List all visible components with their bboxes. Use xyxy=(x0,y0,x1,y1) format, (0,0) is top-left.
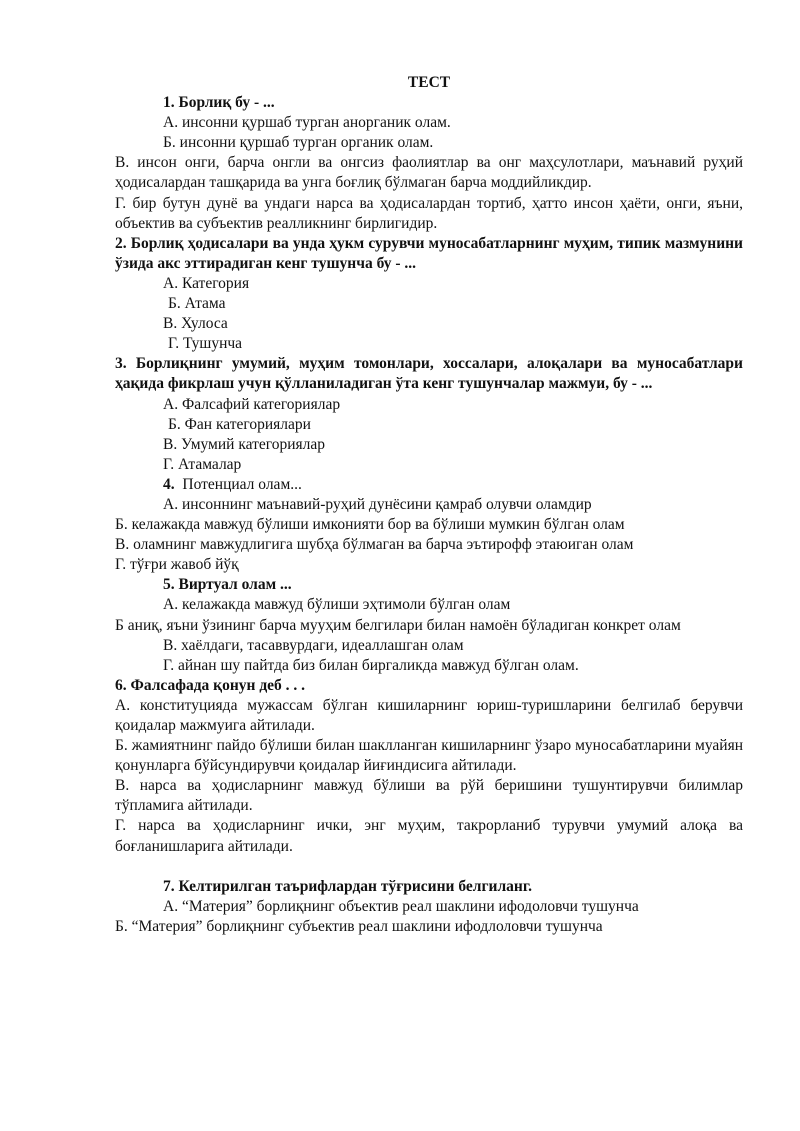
page-title: ТЕСТ xyxy=(407,74,451,91)
q6-option-a: А. конституцияда мужассам бўлган кишиларнинг юриш-туришларини белгилаб берувчи қоидалар мажмуига айтилади. xyxy=(115,696,743,734)
q1-option-b: Б. инсонни қуршаб турган органик олам. xyxy=(163,134,434,152)
q7-option-a: А. “Материя” борлиқнинг объектив реал шаклини ифодоловчи тушунча xyxy=(163,897,639,915)
question-7: 7. Келтирилган таърифлардан тўғрисини белгиланг. xyxy=(163,877,532,895)
q1-option-a: А. инсонни қуршаб турган анорганик олам. xyxy=(163,114,451,132)
q2-option-a: А. Категория xyxy=(163,274,250,292)
question-6: 6. Фалсафада қонун деб . . . xyxy=(115,676,306,694)
question-4-number: 4. xyxy=(163,475,175,493)
q2-option-d: Г. Тушунча xyxy=(168,335,243,353)
question-1: 1. Борлиқ бу - ... xyxy=(163,94,275,112)
question-4-text: Потенциал олам... xyxy=(182,475,302,493)
q5-option-b: Б аниқ, яъни ўзининг барча мууҳим белгилари билан намоён бўладиган конкрет олам xyxy=(115,616,681,634)
q5-option-c: В. хаёлдаги, тасаввурдаги, идеаллашган олам xyxy=(163,636,464,654)
q4-option-b: Б. келажакда мавжуд бўлиши имконияти бор ва бўлиши мумкин бўлган олам xyxy=(115,516,625,534)
question-4 xyxy=(115,475,743,495)
blank-line xyxy=(115,857,743,877)
q4-option-d: Г. тўғри жавоб йўқ xyxy=(115,556,239,574)
q2-option-c: В. Хулоса xyxy=(163,315,228,333)
question-5: 5. Виртуал олам ... xyxy=(163,576,292,594)
q6-option-b: Б. жамиятнинг пайдо бўлиши билан шаклланган кишиларнинг ўзаро муносабатларини муайян қонунларга бўйсундирувчи қоидалар йиғиндисига айтилади. xyxy=(115,737,743,775)
q4-option-a: А. инсоннинг маънавий-руҳий дунёсини қамраб олувчи оламдир xyxy=(163,495,592,513)
q4-option-c: В. оламнинг мавжудлигига шубҳа бўлмаган ва барча эътирофф этаюиган олам xyxy=(115,536,634,554)
q3-option-a: А. Фалсафий категориялар xyxy=(163,395,341,413)
q1-option-d: Г. бир бутун дунё ва ундаги нарса ва ҳодисалардан тортиб, ҳатто инсон ҳаёти, онги, яъни, объектив ва субъектив реалликнинг бирлигидир. xyxy=(115,194,743,232)
q2-option-b: Б. Атама xyxy=(168,295,226,313)
q3-option-b: Б. Фан категориялари xyxy=(168,415,311,433)
q6-option-c: В. нарса ва ҳодисларнинг мавжуд бўлиши ва рўй беришини тушунтирувчи билимлар тўпламига айтилади. xyxy=(115,777,743,815)
q1-option-c: В. инсон онги, барча онгли ва онгсиз фаолиятлар ва онг маҳсулотлари, маънавий руҳий ҳодисалардан ташқарида ва унга боғлиқ бўлмаган барча моддийликдир. xyxy=(115,154,743,192)
question-3: 3. Борлиқнинг умумий, муҳим томонлари, хоссалари, алоқалари ва муносабатлари ҳақида фикрлаш учун қўлланиладиган ўта кенг тушунчалар мажмуи, бу - ... xyxy=(115,355,743,393)
question-2: 2. Борлиқ ҳодисалари ва унда ҳукм сурувчи муносабатларнинг муҳим, типик мазмунини ўзида акс эттирадиган кенг тушунча бу - ... xyxy=(115,234,743,272)
q3-option-d: Г. Атамалар xyxy=(163,455,242,473)
q5-option-d: Г. айнан шу пайтда биз билан биргаликда мавжуд бўлган олам. xyxy=(163,656,579,674)
q3-option-c: В. Умумий категориялар xyxy=(163,435,326,453)
q5-option-a: А. келажакда мавжуд бўлиши эҳтимоли бўлган олам xyxy=(163,596,511,614)
q7-option-b: Б. “Материя” борлиқнинг субъектив реал шаклини ифодлоловчи тушунча xyxy=(115,917,603,935)
q6-option-d: Г. нарса ва ҳодисларнинг ички, энг муҳим, такрорланиб турувчи умумий алоқа ва боғланишларига айтилади. xyxy=(115,817,743,855)
